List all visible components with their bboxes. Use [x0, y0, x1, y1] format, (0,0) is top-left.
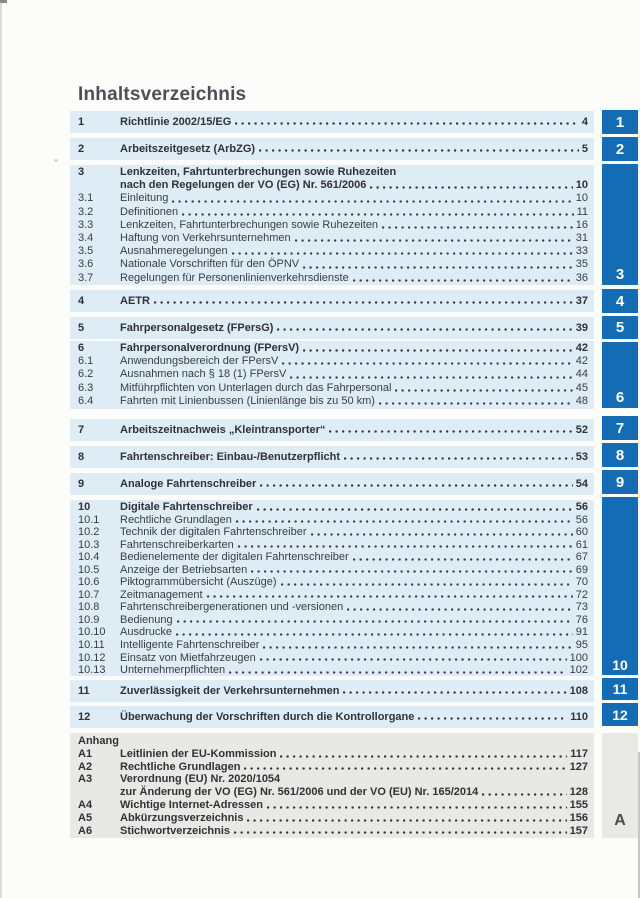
entry-number: A6	[78, 824, 93, 837]
toc-entry	[78, 245, 588, 258]
side-tab-label: 1	[615, 113, 625, 131]
entry-number: A1	[78, 747, 93, 760]
toc-entry	[78, 664, 588, 677]
toc-entry	[78, 355, 588, 368]
entry-title: Einsatz von Mietfahrzeugen	[120, 651, 256, 664]
dot-leader	[281, 579, 573, 588]
dot-leader	[238, 541, 573, 550]
entry-title: AETR	[120, 295, 150, 307]
anhang-heading: Anhang	[78, 735, 119, 747]
entry-number: 10.11	[78, 639, 105, 652]
toc-entry	[78, 601, 588, 614]
entry-title: Fahrtenschreiberkarten	[120, 538, 234, 551]
scan-speck	[54, 159, 58, 162]
entry-title: Überwachung der Vorschriften durch die Kontrollorgane	[120, 711, 415, 723]
side-tab-label: 10	[612, 657, 628, 673]
dot-leader	[379, 398, 573, 407]
entry-title: Mitführpflichten von Unterlagen durch das Fahrpersonal	[120, 381, 392, 394]
side-tab-label: 8	[615, 446, 625, 464]
entry-title: Einleitung	[120, 192, 169, 205]
entry-title: Arbeitszeitnachweis „Kleintransporter“	[120, 424, 326, 436]
dot-leader	[232, 248, 573, 257]
dot-leader	[182, 209, 573, 218]
dot-leader	[418, 713, 567, 722]
toc-entry	[78, 711, 588, 723]
entry-title: Haftung von Verkehrsunternehmen	[120, 231, 291, 244]
entry-number: 10.9	[78, 613, 100, 626]
entry-number: 3.7	[78, 271, 94, 284]
entry-page: 4	[581, 116, 588, 128]
entry-number: 6.2	[78, 368, 94, 381]
page-title: Inhaltsverzeichnis	[78, 84, 247, 105]
entry-number: 10.12	[78, 651, 106, 664]
entry-page: 157	[569, 824, 588, 837]
dot-leader	[347, 604, 573, 613]
entry-page: 127	[569, 760, 588, 773]
entry-page: 36	[575, 271, 588, 284]
dot-leader	[303, 345, 573, 354]
side-tab-anhang	[602, 733, 638, 838]
toc-section-ch1	[70, 111, 594, 133]
entry-title: Arbeitszeitgesetz (ArbZG)	[120, 143, 256, 155]
dot-leader	[244, 763, 566, 772]
toc-entry	[78, 786, 588, 799]
toc-entry	[78, 576, 588, 589]
dot-leader	[263, 642, 572, 651]
dot-leader	[207, 591, 573, 600]
entry-page: 108	[569, 685, 588, 697]
toc-entry	[78, 368, 588, 381]
entry-title: Digitale Fahrtenschreiber	[120, 501, 253, 513]
entry-page: 31	[575, 231, 588, 244]
entry-number: 6.4	[78, 394, 94, 407]
dot-leader	[236, 516, 573, 525]
entry-page: 95	[575, 639, 588, 652]
dot-leader	[290, 372, 572, 381]
toc-section-ch9	[70, 473, 594, 495]
dot-leader	[344, 453, 573, 462]
toc-entry	[78, 626, 588, 639]
entry-title: Lenkzeiten, Fahrtunterbrechungen sowie Ruhezeiten	[120, 166, 397, 178]
entry-number: 10.6	[78, 576, 100, 589]
entry-page: 10	[575, 192, 588, 205]
toc-entry	[78, 206, 588, 219]
entry-title: Stichwortverzeichnis	[120, 824, 231, 837]
entry-page: 56	[575, 501, 588, 513]
side-tab-12	[602, 703, 638, 726]
entry-page: 67	[575, 551, 588, 564]
entry-title: Fahrtenschreibergenerationen und -versionen	[120, 601, 344, 614]
scan-corner-mark	[0, 0, 7, 3]
entry-page: 48	[575, 394, 588, 407]
entry-page: 60	[575, 526, 588, 539]
side-tab-6	[602, 342, 638, 408]
entry-page: 33	[575, 245, 588, 258]
toc-entry	[78, 564, 588, 577]
entry-number: A3	[78, 773, 93, 786]
toc-entry	[78, 258, 588, 271]
dot-leader	[395, 385, 572, 394]
dot-leader	[176, 629, 573, 638]
entry-page: 73	[575, 601, 588, 614]
toc-entry	[78, 501, 588, 514]
entry-number: 6.1	[78, 355, 94, 368]
entry-title: zur Änderung der VO (EG) Nr. 561/2006 und der VO (EU) Nr. 165/2014	[120, 786, 479, 799]
toc-entry	[78, 451, 588, 463]
dot-leader	[482, 789, 566, 798]
toc-entry	[78, 812, 588, 825]
side-tab-10	[602, 497, 638, 675]
toc-entry	[78, 761, 588, 774]
entry-page: 42	[575, 342, 588, 354]
dot-leader	[353, 554, 573, 563]
side-tab-label: 9	[615, 473, 625, 491]
entry-number: 12	[78, 711, 91, 723]
entry-page: 42	[575, 355, 588, 368]
entry-page: 70	[575, 576, 588, 589]
dot-leader	[235, 118, 579, 127]
toc-entry	[78, 589, 588, 602]
entry-title: Anzeige der Betriebsarten	[120, 563, 248, 576]
entry-number: 10.5	[78, 563, 100, 576]
entry-page: 156	[569, 811, 588, 824]
entry-number: 3.4	[78, 231, 94, 244]
toc-entry	[78, 179, 588, 192]
dot-leader	[260, 654, 567, 663]
toc-entry	[78, 773, 588, 786]
dot-leader	[277, 324, 572, 333]
entry-title: Regelungen für Personenlinienverkehrsdienste	[120, 271, 349, 284]
entry-page: 11	[576, 205, 588, 218]
entry-title: Analoge Fahrtenschreiber	[120, 478, 257, 490]
side-tab-label: 6	[615, 389, 625, 406]
entry-title: Rechtliche Grundlagen	[120, 760, 241, 773]
entry-title: Bedienelemente der digitalen Fahrtenschreiber	[120, 551, 349, 564]
toc-entry	[78, 192, 588, 205]
entry-number: 5	[78, 322, 85, 334]
side-tab-label: 2	[615, 140, 625, 158]
toc-section-ch8	[70, 446, 594, 468]
toc-section-ch5	[70, 317, 594, 339]
entry-page: 100	[569, 651, 588, 664]
toc-section-ch3	[70, 165, 594, 285]
dot-leader	[251, 566, 573, 575]
entry-number: 10.4	[78, 551, 100, 564]
entry-number: 1	[78, 116, 85, 128]
toc-entry	[78, 748, 588, 761]
entry-number: 10.8	[78, 601, 100, 614]
entry-title: Fahrpersonalverordnung (FPersV)	[120, 342, 300, 354]
dot-leader	[267, 802, 567, 811]
entry-title: Definitionen	[120, 205, 179, 218]
toc-entry	[78, 685, 588, 697]
entry-page: 91	[575, 626, 588, 639]
entry-number: 10.1	[78, 513, 100, 526]
toc-entry	[78, 424, 588, 436]
side-tab-label: 7	[615, 419, 625, 437]
toc-entry	[78, 514, 588, 527]
scan-left-edge	[0, 0, 2, 898]
entry-title: Richtlinie 2002/15/EG	[120, 116, 232, 128]
dot-leader	[259, 145, 579, 154]
entry-number: 3.1	[78, 192, 94, 205]
toc-section-ch4	[70, 290, 594, 312]
toc-section-ch11	[70, 680, 594, 702]
entry-page: 61	[575, 538, 588, 551]
entry-page: 37	[575, 295, 588, 307]
entry-title: Verordnung (EU) Nr. 2020/1054	[120, 773, 281, 786]
toc-entry	[78, 799, 588, 812]
entry-number: 2	[78, 143, 85, 155]
toc-entry	[78, 219, 588, 232]
entry-number: 3.3	[78, 218, 94, 231]
side-tab-8	[602, 443, 638, 467]
toc-section-ch10	[70, 500, 594, 676]
entry-number: 4	[78, 295, 85, 307]
side-tab-5	[602, 316, 638, 339]
entry-number: 3.6	[78, 258, 94, 271]
toc-entry	[78, 639, 588, 652]
entry-page: 45	[575, 381, 588, 394]
side-tab-4	[602, 289, 638, 313]
toc-section-ch6	[70, 341, 594, 409]
entry-number: 10	[78, 501, 91, 513]
dot-leader	[280, 751, 567, 760]
toc-entry	[78, 652, 588, 665]
dot-leader	[247, 815, 566, 824]
toc-entry	[78, 166, 588, 179]
entry-title: Rechtliche Grundlagen	[120, 513, 232, 526]
toc-entry	[78, 272, 588, 285]
entry-page: 56	[575, 513, 588, 526]
entry-number: A4	[78, 798, 93, 811]
entry-page: 69	[575, 563, 588, 576]
toc-entry	[78, 143, 588, 155]
side-tab-7	[602, 416, 638, 440]
side-tab-label: 5	[615, 319, 625, 336]
entry-title: Wichtige Internet-Adressen	[120, 798, 263, 811]
dot-leader	[172, 196, 572, 205]
entry-number: 3.2	[78, 205, 94, 218]
entry-page: 52	[575, 424, 588, 436]
entry-title: Zeitmanagement	[120, 588, 203, 601]
entry-page: 10	[575, 179, 588, 192]
side-tab-3	[602, 164, 638, 285]
entry-number: 11	[78, 685, 90, 697]
toc-entry	[78, 232, 588, 245]
dot-leader	[303, 262, 573, 271]
entry-page: 5	[581, 143, 588, 155]
entry-number: A5	[78, 811, 93, 824]
toc-entry	[78, 322, 588, 334]
entry-title: Leitlinien der EU-Kommission	[120, 747, 277, 760]
side-tab-1	[602, 110, 638, 134]
entry-page: 110	[570, 711, 588, 723]
entry-page: 16	[575, 218, 588, 231]
entry-number: 7	[78, 424, 85, 436]
entry-number: 10.13	[78, 664, 106, 677]
entry-number: 10.2	[78, 526, 100, 539]
entry-page: 44	[575, 368, 588, 381]
dot-leader	[234, 827, 567, 836]
toc-entry	[78, 551, 588, 564]
side-tab-label: 4	[615, 292, 625, 310]
entry-number: 6.3	[78, 381, 94, 394]
dot-leader	[154, 297, 573, 306]
side-tab-2	[602, 137, 638, 161]
entry-title: Nationale Vorschriften für den ÖPNV	[120, 258, 300, 271]
side-tab-label: 12	[612, 706, 628, 723]
entry-page: 76	[575, 613, 588, 626]
side-tab-label: A	[614, 812, 626, 829]
entry-title: nach den Regelungen der VO (EG) Nr. 561/2006	[120, 179, 367, 192]
entry-title: Fahrtenschreiber: Einbau-/Benutzerpflicht	[120, 451, 341, 463]
entry-number: 8	[78, 451, 85, 463]
entry-title: Ausnahmeregelungen	[120, 245, 228, 258]
entry-page: 102	[569, 664, 588, 677]
dot-leader	[282, 358, 572, 367]
entry-title: Abkürzungsverzeichnis	[120, 811, 244, 824]
entry-page: 72	[575, 588, 588, 601]
toc-entry	[78, 614, 588, 627]
toc-entry	[78, 825, 588, 838]
entry-number: 3	[78, 166, 85, 178]
toc-entry	[78, 295, 588, 307]
entry-title: Zuverlässigkeit der Verkehrsunternehmen	[120, 685, 340, 697]
entry-title: Fahrpersonalgesetz (FPersG)	[120, 322, 274, 334]
entry-page: 54	[575, 478, 588, 490]
dot-leader	[257, 504, 573, 513]
side-tab-11	[602, 678, 638, 700]
entry-title: Intelligente Fahrtenschreiber	[120, 639, 260, 652]
toc-entry	[78, 735, 588, 748]
entry-number: 10.7	[78, 588, 100, 601]
side-tab-9	[602, 470, 638, 494]
entry-number: 6	[78, 342, 85, 354]
side-tab-label: 3	[615, 266, 625, 283]
entry-page: 35	[575, 258, 588, 271]
entry-title: Bedienung	[120, 613, 173, 626]
dot-leader	[382, 222, 573, 231]
toc-entry	[78, 116, 588, 128]
toc-entry	[78, 342, 588, 355]
entry-title: Ausdrucke	[120, 626, 172, 639]
dot-leader	[295, 235, 573, 244]
entry-number: 10.3	[78, 538, 100, 551]
dot-leader	[353, 275, 573, 284]
entry-title: Lenkzeiten, Fahrtunterbrechungen sowie Ruhezeiten	[120, 218, 379, 231]
entry-page: 39	[575, 322, 588, 334]
toc-section-ch12	[70, 706, 594, 728]
entry-title: Anwendungsbereich der FPersV	[120, 355, 279, 368]
entry-page: 117	[570, 747, 588, 760]
entry-number: 3.5	[78, 245, 94, 258]
entry-title: Ausnahmen nach § 18 (1) FPersV	[120, 368, 287, 381]
dot-leader	[329, 426, 572, 435]
toc-entry	[78, 539, 588, 552]
toc-entry	[78, 382, 588, 395]
entry-page: 155	[569, 798, 588, 811]
toc-section-anhang	[70, 733, 594, 838]
entry-number: 10.10	[78, 626, 106, 639]
entry-page: 53	[575, 451, 588, 463]
dot-leader	[370, 182, 572, 191]
toc-entry	[78, 395, 588, 408]
dot-leader	[343, 687, 566, 696]
toc-section-ch7	[70, 419, 594, 441]
toc-entry	[78, 526, 588, 539]
entry-title: Technik der digitalen Fahrtenschreiber	[120, 526, 307, 539]
dot-leader	[229, 667, 566, 676]
dot-leader	[311, 529, 573, 538]
toc-section-ch2	[70, 138, 594, 160]
dot-leader	[177, 616, 573, 625]
entry-title: Fahrten mit Linienbussen (Linienlänge bis zu 50 km)	[120, 394, 375, 407]
toc-entry	[78, 478, 588, 490]
dot-leader	[260, 480, 572, 489]
entry-title: Piktogrammübersicht (Auszüge)	[120, 576, 277, 589]
entry-page: 128	[569, 786, 588, 799]
side-tab-label: 11	[612, 681, 628, 697]
entry-title: Unternehmerpflichten	[120, 664, 226, 677]
entry-number: A2	[78, 760, 93, 773]
entry-number: 9	[78, 478, 85, 490]
